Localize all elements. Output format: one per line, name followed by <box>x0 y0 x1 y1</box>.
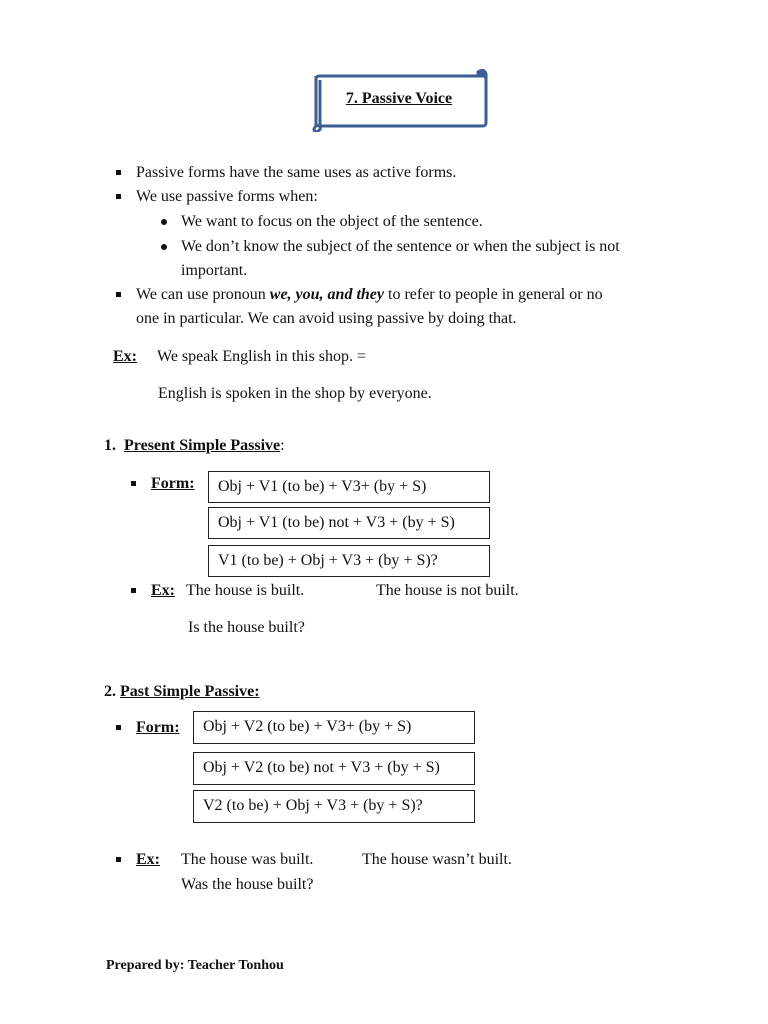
bullet-square-icon <box>116 725 121 730</box>
section2-form-affirmative: Obj + V2 (to be) + V3+ (by + S) <box>193 711 475 744</box>
intro-bullet-1: Passive forms have the same uses as active forms. <box>136 164 457 181</box>
section2-ex-2: The house wasn’t built. <box>362 851 512 868</box>
section1-heading-row <box>104 437 285 455</box>
section1-form-question: V1 (to be) + Obj + V3 + (by + S)? <box>208 545 490 577</box>
section1-ex-2: The house is not built. <box>376 582 519 599</box>
section2-heading: Past Simple Passive: <box>120 683 260 700</box>
footer-credit: Prepared by: Teacher Tonhou <box>106 958 284 973</box>
intro-bullet-2: We use passive forms when: <box>136 188 318 205</box>
example-line-1: We speak English in this shop. = <box>157 348 367 365</box>
section1-form-affirmative: Obj + V1 (to be) + V3+ (by + S) <box>208 471 490 503</box>
intro-bullet-3-post: to refer to people in general or no <box>384 286 603 303</box>
bullet-square-icon <box>116 194 121 199</box>
intro-bullet-3-line2: one in particular. We can avoid using passive by doing that. <box>136 310 517 327</box>
section2-ex-3: Was the house built? <box>181 876 314 893</box>
intro-bullet-3-pronouns: we, you, and they <box>269 286 384 303</box>
example-label: Ex: <box>113 348 137 365</box>
section1-colon: : <box>280 437 285 454</box>
bullet-dot-icon <box>161 244 167 250</box>
section1-form-label: Form: <box>151 475 195 492</box>
section2-number: 2. <box>104 683 116 700</box>
intro-sub-1: We want to focus on the object of the sentence. <box>181 213 483 230</box>
section2-form-negative: Obj + V2 (to be) not + V3 + (by + S) <box>193 752 475 785</box>
intro-sub-2-line2: important. <box>181 262 248 279</box>
section1-form-negative: Obj + V1 (to be) not + V3 + (by + S) <box>208 507 490 539</box>
section2-heading-row <box>104 683 260 701</box>
section1-number: 1. <box>104 437 116 454</box>
section1-ex-1: The house is built. <box>186 582 305 599</box>
intro-sub-2-line1: We don’t know the subject of the sentence or when the subject is not <box>181 238 620 255</box>
bullet-square-icon <box>131 481 136 486</box>
bullet-dot-icon <box>161 219 167 225</box>
intro-bullet-3 <box>136 286 603 304</box>
example-line-2: English is spoken in the shop by everyone. <box>158 385 432 402</box>
section1-ex-label: Ex: <box>151 582 175 599</box>
bullet-square-icon <box>116 292 121 297</box>
intro-bullet-3-pre: We can use pronoun <box>136 286 270 303</box>
bullet-square-icon <box>116 170 121 175</box>
section2-form-question: V2 (to be) + Obj + V3 + (by + S)? <box>193 790 475 823</box>
section2-form-label: Form: <box>136 719 180 736</box>
page-title: 7. Passive Voice <box>345 90 453 107</box>
section2-ex-label: Ex: <box>136 851 160 868</box>
title-banner <box>308 68 490 132</box>
section1-heading: Present Simple Passive <box>124 437 281 454</box>
section1-ex-3: Is the house built? <box>188 619 305 636</box>
bullet-square-icon <box>131 588 136 593</box>
bullet-square-icon <box>116 857 121 862</box>
section2-ex-1: The house was built. <box>181 851 314 868</box>
